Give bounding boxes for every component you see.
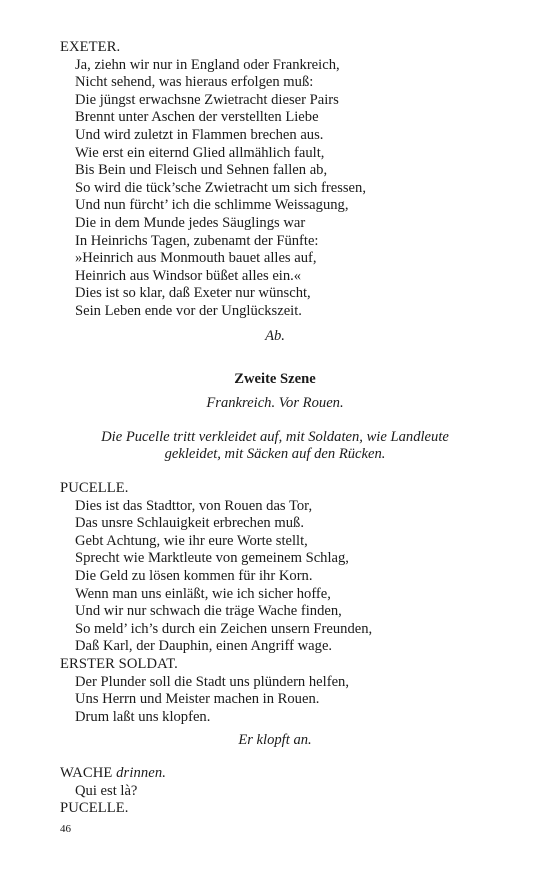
- speaker-name: EXETER.: [60, 39, 121, 55]
- verse-line: Nicht sehend, was hieraus erfolgen muß:: [75, 74, 314, 91]
- stage-direction-entrance: Die Pucelle tritt verkleidet auf, mit Soldaten, wie Landleute: [101, 429, 449, 445]
- speech-wache: [60, 765, 500, 818]
- verse-line: Gebt Achtung, wie ihr eure Worte stellt,: [75, 532, 308, 549]
- verse-line: Und wir nur schwach die träge Wache finden,: [75, 603, 342, 620]
- speech-pucelle: [60, 480, 500, 726]
- stage-direction-entrance: gekleidet, mit Säcken auf den Rücken.: [164, 446, 386, 462]
- speaker-name: ERSTER SOLDAT.: [60, 655, 178, 672]
- speech-exeter: [60, 39, 500, 321]
- speaker-name: WACHE: [60, 765, 113, 781]
- verse-line: Die jüngst erwachsne Zwietracht dieser Pairs: [75, 91, 339, 108]
- verse-line: Und nun fürcht’ ich die schlimme Weissagung,: [75, 197, 349, 214]
- verse-line: Der Plunder soll die Stadt uns plündern helfen,: [75, 673, 349, 690]
- verse-line: Sein Leben ende vor der Unglückszeit.: [75, 302, 302, 319]
- verse-line: Wie erst ein eiternd Glied allmählich fault,: [75, 144, 325, 161]
- verse-line: So wird die tück’sche Zwietracht um sich fressen,: [75, 179, 366, 196]
- verse-line: Drum laßt uns klopfen.: [75, 708, 211, 725]
- verse-line: Brennt unter Aschen der verstellten Liebe: [75, 109, 319, 126]
- verse-line: »Heinrich aus Monmouth bauet alles auf,: [75, 250, 317, 267]
- speaker-name: PUCELLE.: [60, 800, 129, 817]
- verse-line: Das unsre Schlauigkeit erbrechen muß.: [75, 515, 304, 532]
- verse-line: Die Geld zu lösen kommen für ihr Korn.: [75, 567, 313, 584]
- verse-line: In Heinrichs Tagen, zubenamt der Fünfte:: [75, 232, 319, 249]
- verse-line: Wenn man uns einläßt, wie ich sicher hoffe,: [75, 585, 331, 602]
- verse-line: Dies ist das Stadttor, von Rouen das Tor,: [75, 497, 313, 514]
- verse-line: Qui est là?: [75, 782, 138, 799]
- speaker-name: PUCELLE.: [60, 480, 129, 496]
- scene-title: Zweite Szene: [234, 371, 316, 387]
- verse-line: Die in dem Munde jedes Säuglings war: [75, 214, 306, 231]
- verse-line: Und wird zuletzt in Flammen brechen aus.: [75, 126, 324, 143]
- verse-line: Sprecht wie Marktleute von gemeinem Schlag,: [75, 550, 349, 567]
- verse-line: Heinrich aus Windsor büßet alles ein.«: [75, 267, 302, 284]
- stage-direction-exit: Ab.: [265, 328, 285, 344]
- verse-line: Dies ist so klar, daß Exeter nur wünscht,: [75, 285, 311, 302]
- scene-location: Frankreich. Vor Rouen.: [206, 395, 344, 411]
- stage-direction-knock: Er klopft an.: [238, 732, 312, 748]
- verse-line: Ja, ziehn wir nur in England oder Frankreich,: [75, 56, 340, 73]
- verse-line: Uns Herrn und Meister machen in Rouen.: [75, 691, 320, 708]
- speaker-line: [60, 765, 500, 783]
- speaker-note: drinnen.: [116, 765, 166, 781]
- verse-line: So meld’ ich’s durch ein Zeichen unsern Freunden,: [75, 620, 373, 637]
- verse-line: Bis Bein und Fleisch und Sehnen fallen ab,: [75, 162, 328, 179]
- page-number: 46: [60, 823, 71, 835]
- verse-line: Daß Karl, der Dauphin, einen Angriff wage.: [75, 638, 333, 655]
